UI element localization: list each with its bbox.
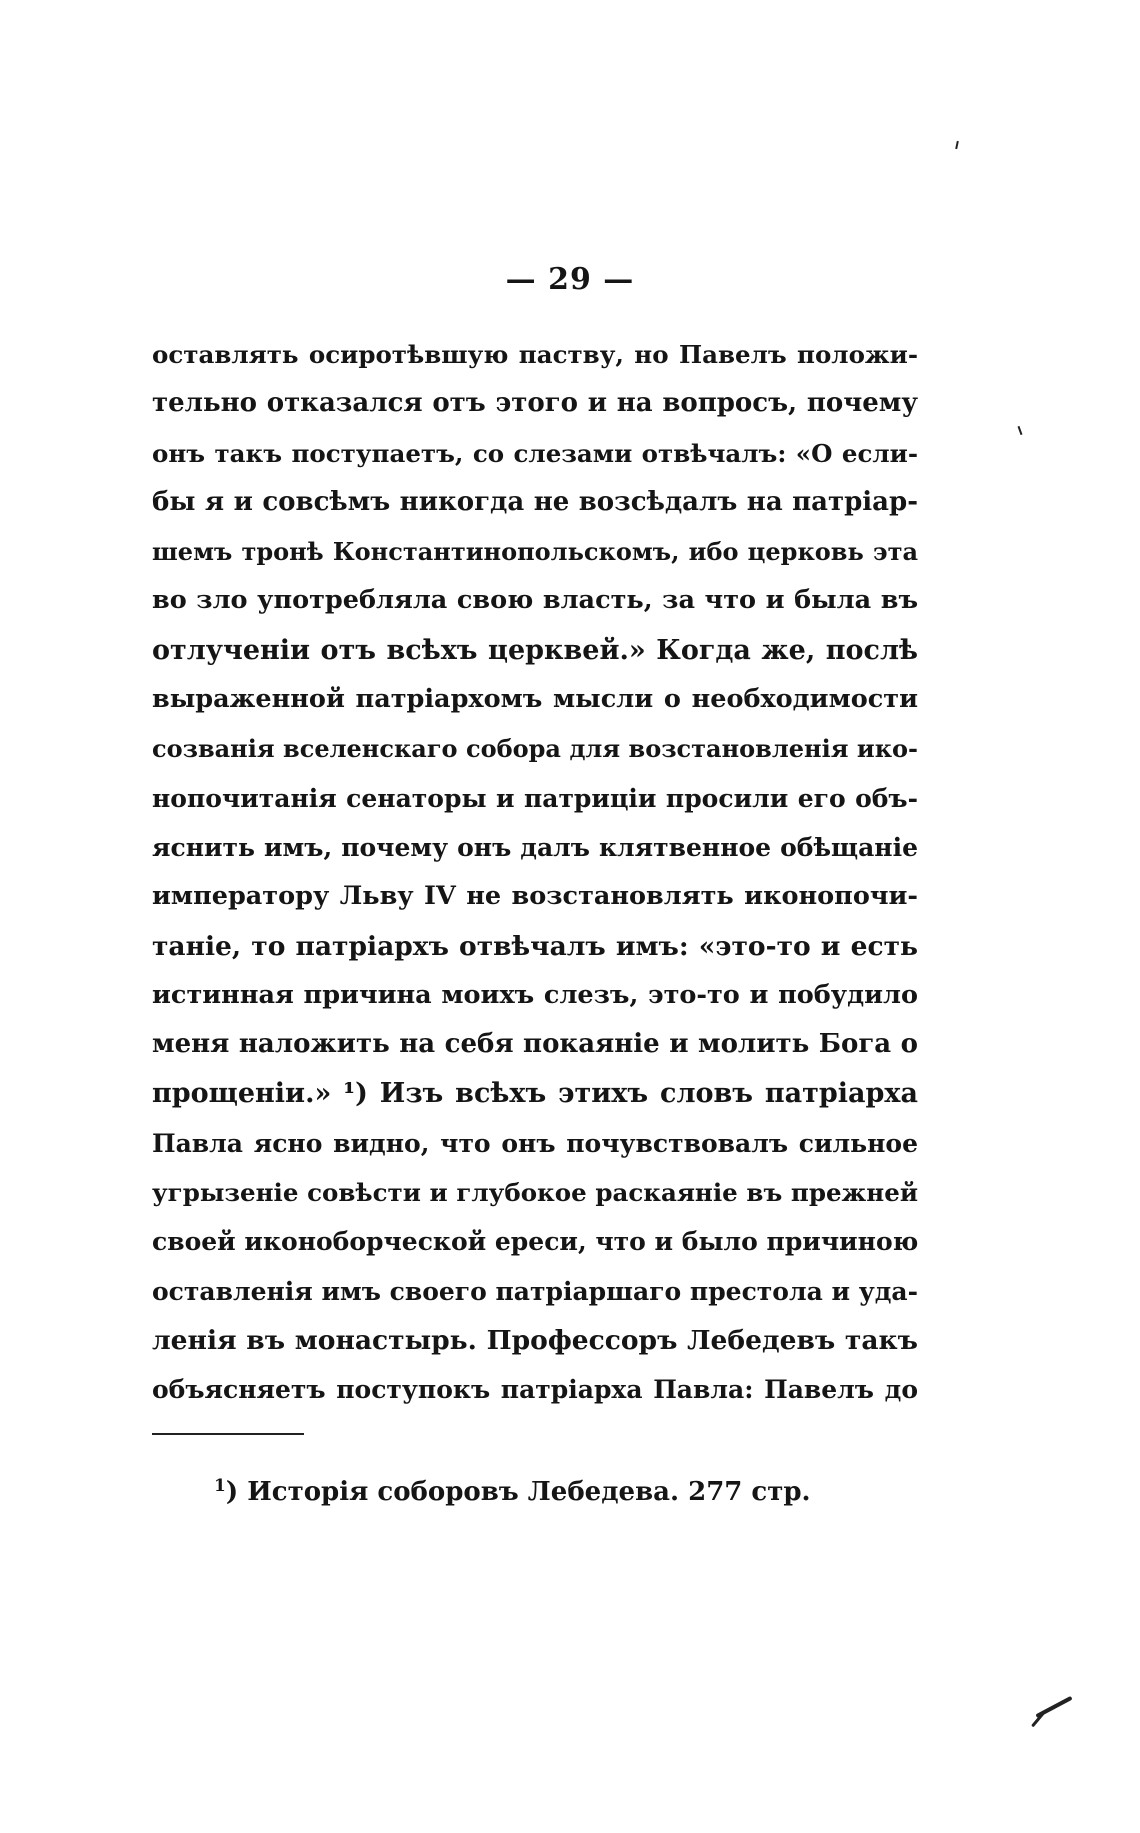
text-line: выраженной патріархомъ мысли о необходимости bbox=[152, 684, 918, 715]
text-line: тельно отказался отъ этого и на вопросъ, почему bbox=[152, 388, 918, 419]
text-line: нопочитанія сенаторы и патриціи просили его объ- bbox=[152, 783, 918, 813]
text-line: во зло употребляла свою власть, за что и была въ bbox=[152, 585, 918, 616]
text-line: яснить имъ, почему онъ далъ клятвенное обѣщаніе bbox=[152, 832, 918, 862]
text-line: таніе, то патріархъ отвѣчалъ имъ: «это-то и есть bbox=[152, 930, 918, 962]
text-line: Павла ясно видно, что онъ почувствовалъ сильное bbox=[152, 1128, 918, 1158]
text-line: императору Льву IV не возстановлять иконопочи- bbox=[152, 881, 918, 912]
text-line: созванія вселенскаго собора для возстановленія ико- bbox=[152, 734, 918, 764]
body-text bbox=[152, 330, 918, 1415]
footnote-marker: 1 bbox=[214, 1476, 226, 1496]
text-line: ленія въ монастырь. Профессоръ Лебедевъ такъ bbox=[152, 1324, 918, 1356]
scan-speck bbox=[955, 141, 959, 149]
text-line: истинная причина моихъ слезъ, это-то и побудило bbox=[152, 979, 918, 1010]
footnote bbox=[214, 1476, 811, 1507]
text-line: объясняетъ поступокъ патріарха Павла: Павелъ до bbox=[152, 1375, 918, 1405]
text-line: оставленія имъ своего патріаршаго престола и уда- bbox=[152, 1276, 918, 1306]
page-number: — 29 — bbox=[505, 262, 635, 297]
footnote-divider bbox=[152, 1433, 304, 1435]
text-line: отлученіи отъ всѣхъ церквей.» Когда же, послѣ bbox=[152, 634, 918, 666]
footnote-text: ) Исторія соборовъ Лебедева. 277 стр. bbox=[225, 1477, 811, 1507]
text-line: бы я и совсѣмъ никогда не возсѣдалъ на патріар- bbox=[152, 486, 918, 517]
scan-speck bbox=[1018, 426, 1023, 435]
text-line: онъ такъ поступаетъ, со слезами отвѣчалъ: «О если- bbox=[152, 438, 918, 468]
text-line: шемъ тронѣ Константинопольскомъ, ибо церковь эта bbox=[152, 537, 918, 567]
text-line: своей иконоборческой ереси, что и было причиною bbox=[152, 1227, 918, 1257]
text-line: меня наложить на себя покаяніе и молить Бога о bbox=[152, 1029, 918, 1060]
text-line: угрызеніе совѣсти и глубокое раскаяніе въ прежней bbox=[152, 1178, 918, 1208]
text-line: оставлять осиротѣвшую паству, но Павелъ положи- bbox=[152, 340, 918, 369]
text-line: прощеніи.» ¹) Изъ всѣхъ этихъ словъ патріарха bbox=[152, 1078, 918, 1110]
